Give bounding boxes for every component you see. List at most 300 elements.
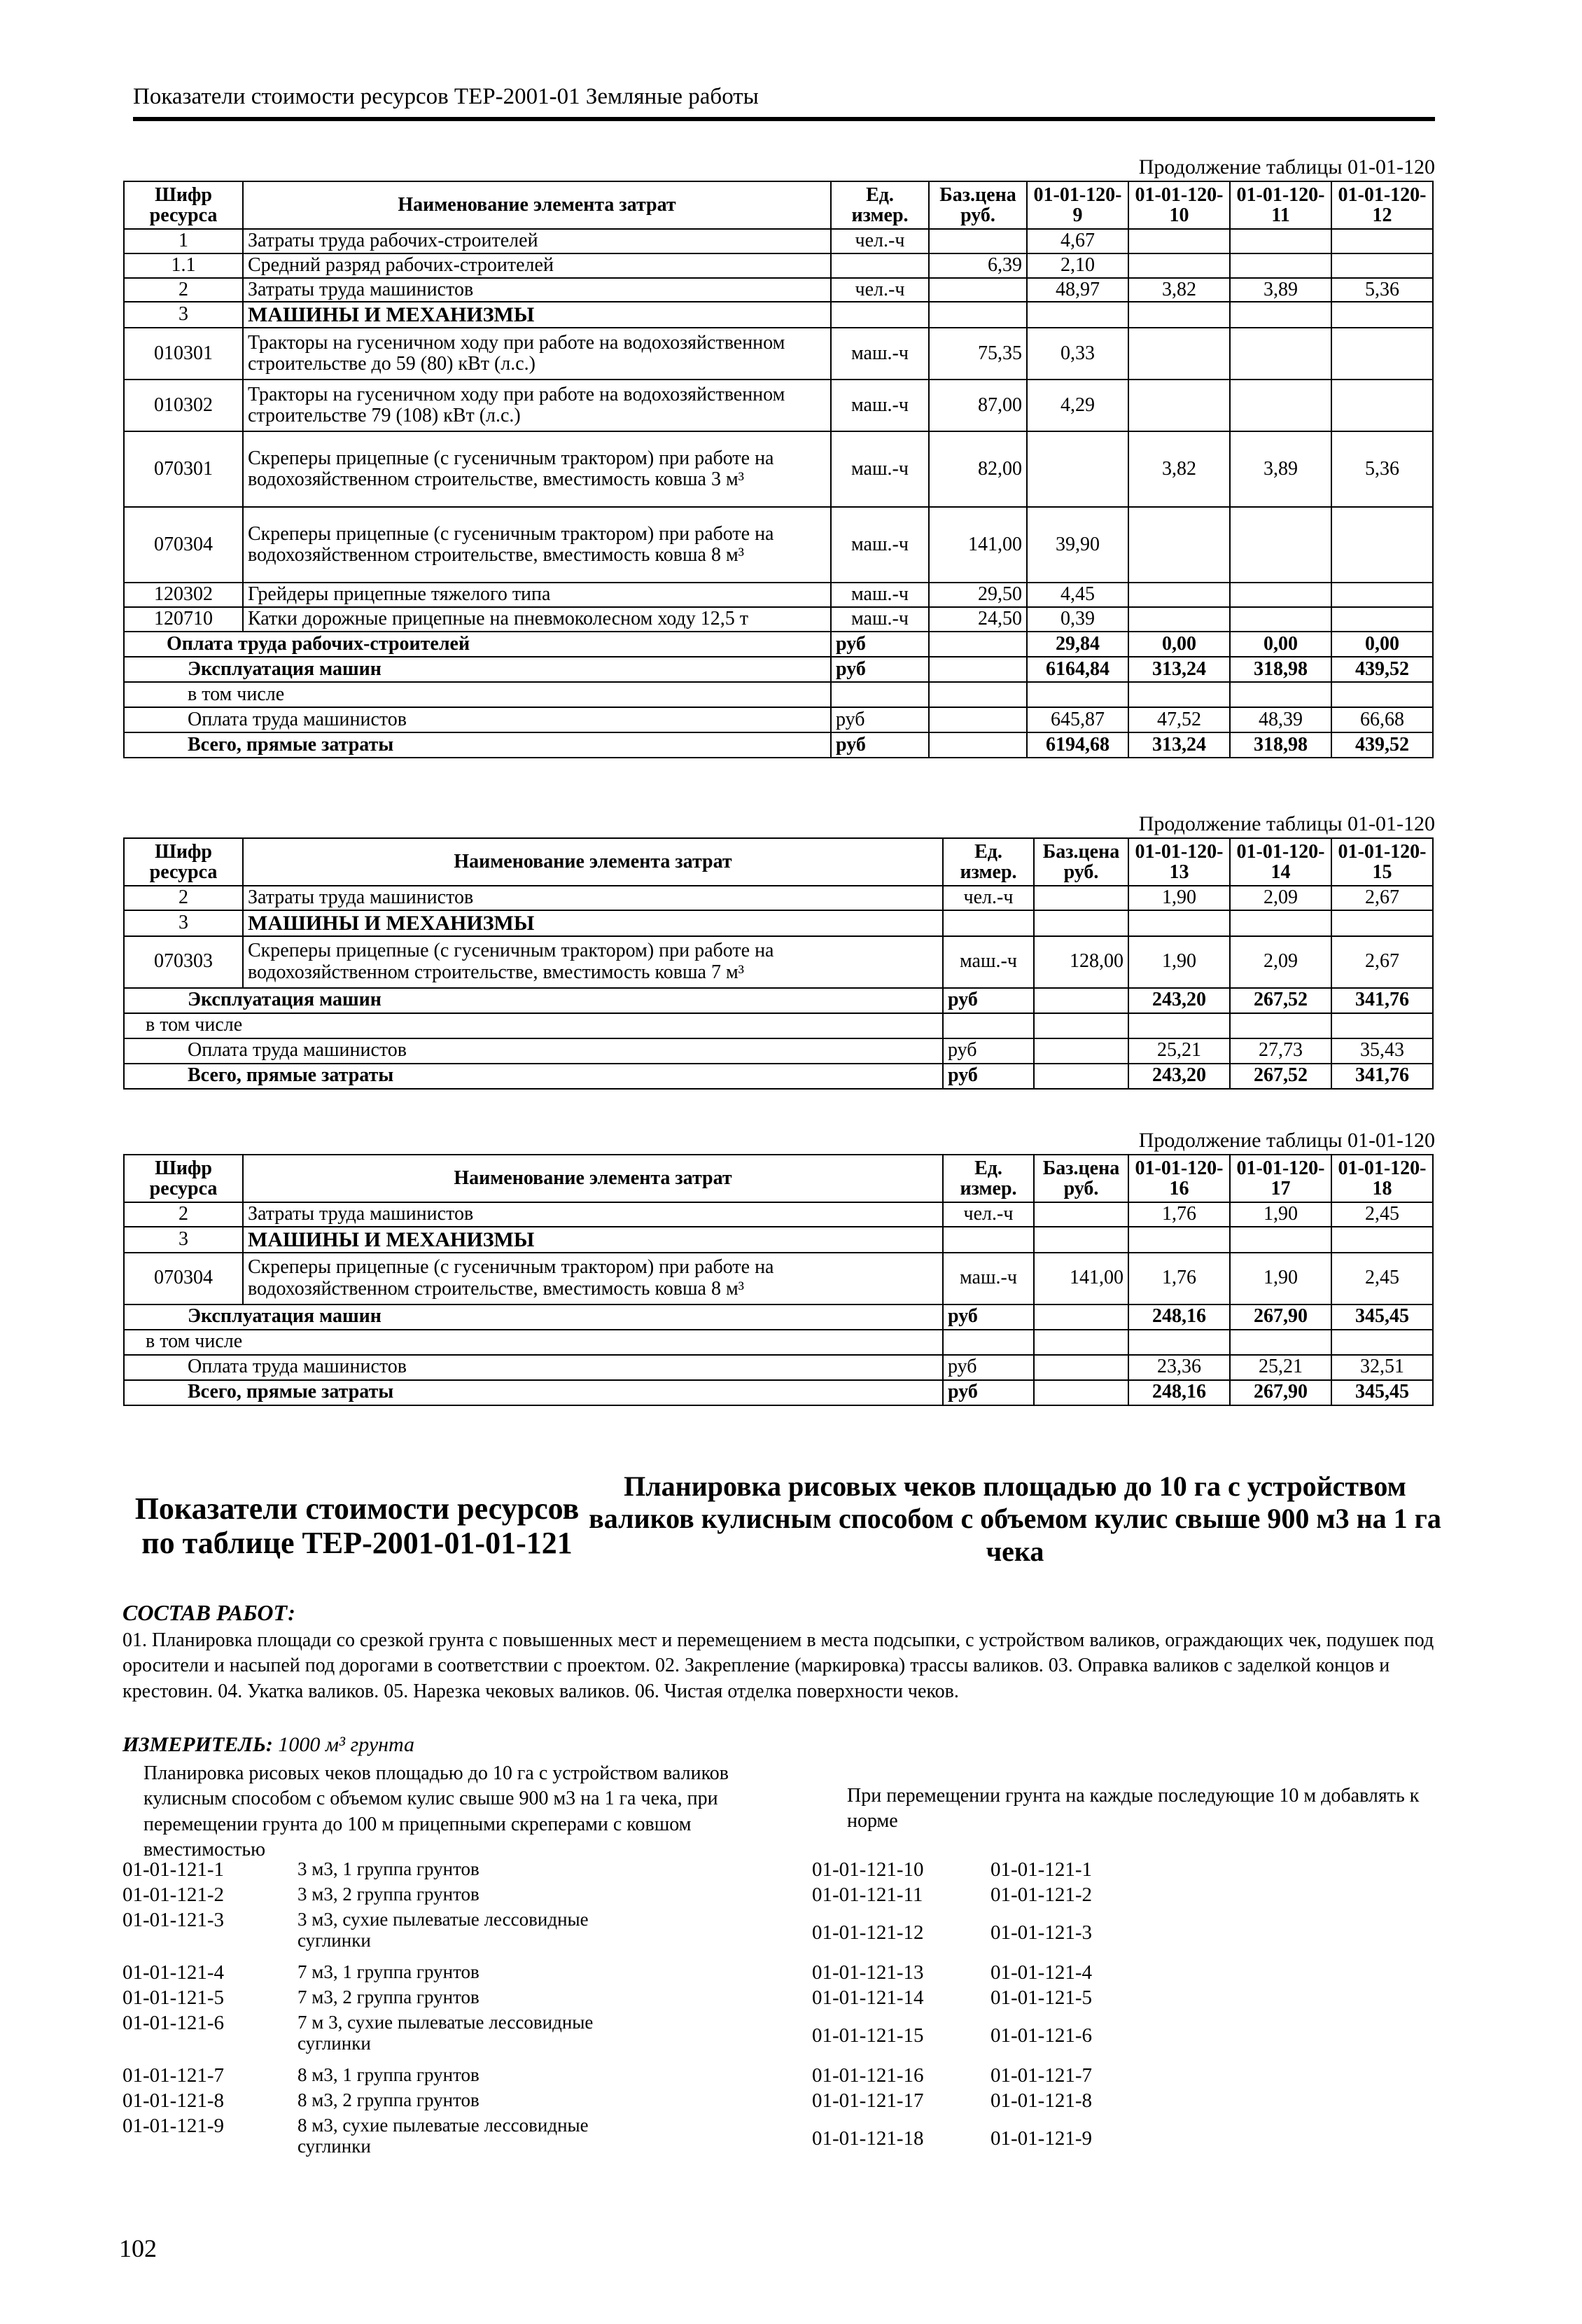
total-unit-cell: руб (831, 707, 929, 732)
name-cell: МАШИНЫ И МЕХАНИЗМЫ (243, 302, 831, 328)
code-cell: 1.1 (124, 253, 243, 278)
value-cell: 0,33 (1027, 328, 1128, 380)
norm-reference: 01-01-121-2 (990, 1884, 1092, 1906)
price-cell (929, 229, 1027, 253)
value-cell (1331, 910, 1433, 936)
unit-cell (831, 253, 929, 278)
total-value-cell: 6194,68 (1027, 732, 1128, 758)
norm-reference: 01-01-121-6 (990, 2024, 1092, 2047)
norm-code: 01-01-121-8 (122, 2089, 224, 2112)
value-cell (1331, 1227, 1433, 1253)
total-unit-cell: руб (831, 657, 929, 682)
value-cell (1230, 229, 1331, 253)
continuation-label: Продолжение таблицы 01-01-120 (1138, 155, 1435, 179)
unit-cell: маш.-ч (831, 583, 929, 607)
price-cell: 87,00 (929, 380, 1027, 431)
norm-code: 01-01-121-15 (812, 2024, 924, 2047)
total-name-cell: в том числе (124, 682, 831, 707)
norm-description: 3 м3, 2 группа грунтов (298, 1884, 479, 1905)
total-name-cell: Оплата труда машинистов (124, 1355, 943, 1380)
header-col: 01-01-120-9 (1027, 181, 1128, 229)
value-cell (1230, 302, 1331, 328)
total-name-cell: Оплата труда рабочих-строителей (124, 632, 831, 657)
measurement-label: ИЗМЕРИТЕЛЬ: (122, 1733, 273, 1756)
value-cell (1027, 302, 1128, 328)
description-left: Планировка рисовых чеков площадью до 10 га с устройством валиков кулисным способом с объемом кулис свыше 900 м3 на 1 га чека, при перемещении грунта до 100 м прицепными скреперами с ковшом вместимостью (144, 1762, 729, 1861)
value-cell: 2,67 (1331, 886, 1433, 910)
value-cell: 2,10 (1027, 253, 1128, 278)
norm-code: 01-01-121-14 (812, 1986, 924, 2009)
total-name-cell: Всего, прямые затраты (124, 732, 831, 758)
name-cell: Затраты труда рабочих-строителей (243, 229, 831, 253)
norm-description: 8 м3, 2 группа грунтов (298, 2089, 479, 2110)
table-body (124, 886, 1433, 1089)
name-cell: Затраты труда машинистов (243, 1202, 943, 1227)
name-cell: МАШИНЫ И МЕХАНИЗМЫ (243, 1227, 943, 1253)
header-code: Шифр ресурса (124, 181, 243, 229)
total-row (124, 1038, 1433, 1064)
total-value-cell: 345,45 (1331, 1304, 1433, 1330)
norm-description: 8 м3, сухие пылеватые лессовидные суглинки (298, 2115, 589, 2157)
unit-cell: маш.-ч (831, 607, 929, 632)
total-value-cell (1230, 1330, 1331, 1355)
value-cell (1128, 328, 1230, 380)
norm-code: 01-01-121-12 (812, 1921, 924, 1944)
table-row (124, 583, 1433, 607)
resource-table-2 (123, 837, 1434, 1090)
total-name-cell: в том числе (124, 1013, 943, 1038)
norm-code: 01-01-121-1 (122, 1858, 224, 1881)
table-row (124, 302, 1433, 328)
header-code: Шифр ресурса (124, 1155, 243, 1202)
total-unit-cell (943, 1013, 1034, 1038)
name-cell: Затраты труда машинистов (243, 278, 831, 302)
total-value-cell: 318,98 (1230, 657, 1331, 682)
page-number: 102 (119, 2234, 157, 2262)
norm-reference: 01-01-121-1 (990, 1858, 1092, 1881)
total-price-cell (929, 632, 1027, 657)
value-cell (1128, 253, 1230, 278)
unit-cell: маш.-ч (943, 936, 1034, 988)
total-value-cell: 267,52 (1230, 988, 1331, 1013)
value-cell (1128, 380, 1230, 431)
norm-code: 01-01-121-9 (122, 2115, 224, 2137)
total-price-cell (1034, 1330, 1128, 1355)
table-row (124, 1253, 1433, 1304)
value-cell (1128, 583, 1230, 607)
header-col: 01-01-120-18 (1331, 1155, 1433, 1202)
price-cell: 24,50 (929, 607, 1027, 632)
total-value-cell: 0,00 (1331, 632, 1433, 657)
header-unit: Ед. измер. (943, 1155, 1034, 1202)
table-row (124, 278, 1433, 302)
name-cell: Грейдеры прицепные тяжелого типа (243, 583, 831, 607)
total-name-cell: Эксплуатация машин (124, 657, 831, 682)
resource-table-3 (123, 1154, 1434, 1406)
header-unit: Ед. измер. (943, 838, 1034, 886)
value-cell: 3,89 (1230, 278, 1331, 302)
price-cell (1034, 910, 1128, 936)
header-col: 01-01-120-15 (1331, 838, 1433, 886)
header-price: Баз.цена руб. (1034, 838, 1128, 886)
value-cell (1331, 607, 1433, 632)
total-unit-cell (831, 682, 929, 707)
norm-description: 7 м3, 2 группа грунтов (298, 1986, 479, 2008)
price-cell: 128,00 (1034, 936, 1128, 988)
total-price-cell (929, 657, 1027, 682)
total-unit-cell: руб (943, 1038, 1034, 1064)
name-cell: Катки дорожные прицепные на пневмоколесном ходу 12,5 т (243, 607, 831, 632)
total-price-cell (929, 707, 1027, 732)
total-row (124, 1330, 1433, 1355)
code-cell: 070304 (124, 1253, 243, 1304)
total-unit-cell: руб (943, 1304, 1034, 1330)
norm-code: 01-01-121-16 (812, 2064, 924, 2087)
value-cell (1331, 507, 1433, 583)
value-cell: 3,82 (1128, 431, 1230, 507)
norm-code: 01-01-121-4 (122, 1961, 224, 1984)
total-row (124, 707, 1433, 732)
total-value-cell: 6164,84 (1027, 657, 1128, 682)
value-cell: 4,45 (1027, 583, 1128, 607)
total-value-cell: 32,51 (1331, 1355, 1433, 1380)
table-row (124, 607, 1433, 632)
name-cell: Скреперы прицепные (с гусеничным трактором) при работе на водохозяйственном строительстве, вместимость ковша 3 м³ (243, 431, 831, 507)
header-name: Наименование элемента затрат (243, 838, 943, 886)
total-value-cell: 267,90 (1230, 1380, 1331, 1405)
code-cell: 070301 (124, 431, 243, 507)
total-row (124, 657, 1433, 682)
name-cell: Тракторы на гусеничном ходу при работе на водохозяйственном строительстве до 59 (80) кВт (л.с.) (243, 328, 831, 380)
total-value-cell: 0,00 (1230, 632, 1331, 657)
unit-cell (943, 1227, 1034, 1253)
value-cell (1331, 229, 1433, 253)
value-cell: 39,90 (1027, 507, 1128, 583)
value-cell (1128, 910, 1230, 936)
total-value-cell: 318,98 (1230, 732, 1331, 758)
total-unit-cell: руб (943, 988, 1034, 1013)
total-name-cell: Эксплуатация машин (124, 988, 943, 1013)
value-cell: 1,90 (1230, 1253, 1331, 1304)
total-value-cell (1027, 682, 1128, 707)
norm-code: 01-01-121-5 (122, 1986, 224, 2009)
norm-reference: 01-01-121-5 (990, 1986, 1092, 2009)
name-cell: Тракторы на гусеничном ходу при работе на водохозяйственном строительстве 79 (108) кВт (л.с.) (243, 380, 831, 431)
total-price-cell (1034, 1013, 1128, 1038)
measurement-value: 1000 м³ грунта (278, 1733, 415, 1756)
value-cell: 5,36 (1331, 431, 1433, 507)
unit-cell (943, 910, 1034, 936)
total-value-cell: 345,45 (1331, 1380, 1433, 1405)
table-body (124, 1202, 1433, 1405)
code-cell: 070303 (124, 936, 243, 988)
value-cell: 3,82 (1128, 278, 1230, 302)
total-value-cell: 0,00 (1128, 632, 1230, 657)
resource-table-1 (123, 181, 1434, 758)
value-cell: 1,90 (1230, 1202, 1331, 1227)
value-cell: 2,45 (1331, 1202, 1433, 1227)
table-row (124, 1202, 1433, 1227)
norm-reference: 01-01-121-8 (990, 2089, 1092, 2112)
total-name-cell: Всего, прямые затраты (124, 1380, 943, 1405)
price-cell (1034, 1227, 1128, 1253)
total-name-cell: Оплата труда машинистов (124, 1038, 943, 1064)
value-cell (1128, 607, 1230, 632)
total-value-cell: 48,39 (1230, 707, 1331, 732)
work-composition-heading: СОСТАВ РАБОТ: (122, 1600, 295, 1625)
value-cell (1331, 328, 1433, 380)
total-unit-cell: руб (831, 732, 929, 758)
table-row (124, 910, 1433, 936)
header-col: 01-01-120-16 (1128, 1155, 1230, 1202)
total-value-cell (1331, 1330, 1433, 1355)
value-cell (1128, 1227, 1230, 1253)
norm-reference: 01-01-121-3 (990, 1921, 1092, 1944)
code-cell: 3 (124, 910, 243, 936)
value-cell: 2,09 (1230, 886, 1331, 910)
header-name: Наименование элемента затрат (243, 181, 831, 229)
table-row (124, 229, 1433, 253)
norm-description: 7 м 3, сухие пылеватые лессовидные суглинки (298, 2012, 594, 2054)
measurement-unit (122, 1733, 414, 1757)
total-price-cell (1034, 1038, 1128, 1064)
total-row (124, 1064, 1433, 1089)
total-row (124, 732, 1433, 758)
table-row (124, 328, 1433, 380)
value-cell: 2,45 (1331, 1253, 1433, 1304)
total-value-cell (1128, 1013, 1230, 1038)
total-value-cell (1128, 1330, 1230, 1355)
code-cell: 2 (124, 278, 243, 302)
norm-code: 01-01-121-3 (122, 1909, 224, 1931)
value-cell (1230, 328, 1331, 380)
total-value-cell: 243,20 (1128, 988, 1230, 1013)
section-title-right: Планировка рисовых чеков площадью до 10 га с устройством валиков кулисным способом с объемом кулис свыше 900 м3 на 1 га чека (589, 1470, 1441, 1567)
total-value-cell: 29,84 (1027, 632, 1128, 657)
norm-reference: 01-01-121-4 (990, 1961, 1092, 1984)
continuation-label: Продолжение таблицы 01-01-120 (1138, 812, 1435, 835)
unit-cell: маш.-ч (943, 1253, 1034, 1304)
norm-description: 3 м3, 1 группа грунтов (298, 1858, 479, 1879)
value-cell (1027, 431, 1128, 507)
code-cell: 070304 (124, 507, 243, 583)
value-cell: 1,76 (1128, 1253, 1230, 1304)
continuation-label: Продолжение таблицы 01-01-120 (1138, 1129, 1435, 1152)
total-row (124, 988, 1433, 1013)
name-cell: Скреперы прицепные (с гусеничным трактором) при работе на водохозяйственном строительстве, вместимость ковша 7 м³ (243, 936, 943, 988)
total-name-cell: Всего, прямые затраты (124, 1064, 943, 1089)
total-value-cell: 248,16 (1128, 1380, 1230, 1405)
value-cell (1230, 583, 1331, 607)
total-value-cell: 25,21 (1128, 1038, 1230, 1064)
total-name-cell: в том числе (124, 1330, 943, 1355)
norm-code: 01-01-121-11 (812, 1884, 923, 1906)
total-value-cell (1128, 682, 1230, 707)
total-unit-cell (943, 1330, 1034, 1355)
price-cell: 141,00 (929, 507, 1027, 583)
total-unit-cell: руб (943, 1355, 1034, 1380)
total-value-cell: 341,76 (1331, 1064, 1433, 1089)
price-cell: 75,35 (929, 328, 1027, 380)
table-body (124, 229, 1433, 758)
value-cell: 1,90 (1128, 936, 1230, 988)
norm-code: 01-01-121-7 (122, 2064, 224, 2087)
header-code: Шифр ресурса (124, 838, 243, 886)
value-cell (1331, 302, 1433, 328)
total-value-cell: 47,52 (1128, 707, 1230, 732)
total-value-cell (1230, 682, 1331, 707)
norm-description: 3 м3, сухие пылеватые лессовидные суглинки (298, 1909, 589, 1951)
code-cell: 3 (124, 1227, 243, 1253)
header-col: 01-01-120-12 (1331, 181, 1433, 229)
total-value-cell: 27,73 (1230, 1038, 1331, 1064)
total-value-cell: 243,20 (1128, 1064, 1230, 1089)
value-cell (1230, 607, 1331, 632)
value-cell (1331, 583, 1433, 607)
total-row (124, 1013, 1433, 1038)
norm-code: 01-01-121-6 (122, 2012, 224, 2034)
value-cell: 0,39 (1027, 607, 1128, 632)
code-cell: 2 (124, 1202, 243, 1227)
value-cell: 48,97 (1027, 278, 1128, 302)
table-row (124, 936, 1433, 988)
value-cell (1230, 253, 1331, 278)
code-cell: 120710 (124, 607, 243, 632)
code-cell: 010301 (124, 328, 243, 380)
page-header: Показатели стоимости ресурсов ТЕР-2001-01 Земляные работы (133, 84, 1435, 121)
table-row (124, 431, 1433, 507)
total-value-cell: 645,87 (1027, 707, 1128, 732)
price-cell: 29,50 (929, 583, 1027, 607)
norm-reference: 01-01-121-9 (990, 2127, 1092, 2150)
unit-cell: маш.-ч (831, 380, 929, 431)
norm-code: 01-01-121-18 (812, 2127, 924, 2150)
value-cell: 3,89 (1230, 431, 1331, 507)
price-cell (929, 302, 1027, 328)
total-row (124, 1355, 1433, 1380)
unit-cell: маш.-ч (831, 507, 929, 583)
table-row (124, 380, 1433, 431)
total-name-cell: Оплата труда машинистов (124, 707, 831, 732)
header-price: Баз.цена руб. (929, 181, 1027, 229)
total-row (124, 1304, 1433, 1330)
name-cell: Скреперы прицепные (с гусеничным трактором) при работе на водохозяйственном строительстве, вместимость ковша 8 м³ (243, 1253, 943, 1304)
value-cell: 4,67 (1027, 229, 1128, 253)
value-cell: 2,09 (1230, 936, 1331, 988)
total-value-cell: 267,90 (1230, 1304, 1331, 1330)
price-cell: 141,00 (1034, 1253, 1128, 1304)
price-cell: 82,00 (929, 431, 1027, 507)
code-cell: 010302 (124, 380, 243, 431)
table-row (124, 253, 1433, 278)
total-price-cell (929, 682, 1027, 707)
name-cell: Средний разряд рабочих-строителей (243, 253, 831, 278)
value-cell (1331, 380, 1433, 431)
value-cell (1128, 302, 1230, 328)
work-composition-text: 01. Планировка площади со срезкой грунта с повышенных мест и перемещением в места подсыпки, с устройством валиков, ограждающих чек, подушек под оросители и насыпей под дорогами в соответствии с проектом. 02. Закрепление (маркировка) трассы валиков. 03. Оправка валиков с заделкой концов и крестовин. 04. Укатка валиков. 05. Нарезка чековых валиков. 06. Чистая отделка поверхности чеков. (122, 1629, 1434, 1702)
norm-code: 01-01-121-13 (812, 1961, 924, 1984)
total-value-cell: 313,24 (1128, 657, 1230, 682)
norm-description: 7 м3, 1 группа грунтов (298, 1961, 479, 1982)
table-row (124, 507, 1433, 583)
total-unit-cell: руб (943, 1380, 1034, 1405)
unit-cell: чел.-ч (831, 229, 929, 253)
value-cell (1230, 910, 1331, 936)
code-cell: 2 (124, 886, 243, 910)
total-value-cell (1331, 682, 1433, 707)
total-value-cell: 35,43 (1331, 1038, 1433, 1064)
total-value-cell: 439,52 (1331, 657, 1433, 682)
description-right: При перемещении грунта на каждые последующие 10 м добавлять к норме (847, 1785, 1420, 1832)
norm-code: 01-01-121-2 (122, 1884, 224, 1906)
header-name: Наименование элемента затрат (243, 1155, 943, 1202)
header-col: 01-01-120-13 (1128, 838, 1230, 886)
name-cell: Скреперы прицепные (с гусеничным трактором) при работе на водохозяйственном строительстве, вместимость ковша 8 м³ (243, 507, 831, 583)
total-value-cell: 248,16 (1128, 1304, 1230, 1330)
name-cell: Затраты труда машинистов (243, 886, 943, 910)
total-row (124, 632, 1433, 657)
total-price-cell (929, 732, 1027, 758)
unit-cell: маш.-ч (831, 328, 929, 380)
value-cell (1230, 507, 1331, 583)
total-value-cell: 341,76 (1331, 988, 1433, 1013)
value-cell (1331, 253, 1433, 278)
total-price-cell (1034, 1304, 1128, 1330)
unit-cell: чел.-ч (831, 278, 929, 302)
code-cell: 120302 (124, 583, 243, 607)
header-price: Баз.цена руб. (1034, 1155, 1128, 1202)
header-col: 01-01-120-11 (1230, 181, 1331, 229)
total-value-cell: 313,24 (1128, 732, 1230, 758)
value-cell: 1,90 (1128, 886, 1230, 910)
total-name-cell: Эксплуатация машин (124, 1304, 943, 1330)
value-cell: 2,67 (1331, 936, 1433, 988)
name-cell: МАШИНЫ И МЕХАНИЗМЫ (243, 910, 943, 936)
section-title-left: Показатели стоимости ресурсов по таблице ТЕР-2001-01-01-121 (134, 1491, 580, 1561)
price-cell (1034, 886, 1128, 910)
norm-code: 01-01-121-17 (812, 2089, 924, 2112)
header-col: 01-01-120-10 (1128, 181, 1230, 229)
code-cell: 1 (124, 229, 243, 253)
value-cell (1230, 380, 1331, 431)
total-price-cell (1034, 1380, 1128, 1405)
total-row (124, 682, 1433, 707)
value-cell (1230, 1227, 1331, 1253)
header-col: 01-01-120-17 (1230, 1155, 1331, 1202)
value-cell: 4,29 (1027, 380, 1128, 431)
norm-code: 01-01-121-10 (812, 1858, 924, 1881)
code-cell: 3 (124, 302, 243, 328)
price-cell (1034, 1202, 1128, 1227)
total-row (124, 1380, 1433, 1405)
norm-description: 8 м3, 1 группа грунтов (298, 2064, 479, 2085)
price-cell: 6,39 (929, 253, 1027, 278)
unit-cell (831, 302, 929, 328)
unit-cell: чел.-ч (943, 886, 1034, 910)
table-row (124, 886, 1433, 910)
value-cell (1128, 507, 1230, 583)
unit-cell: чел.-ч (943, 1202, 1034, 1227)
value-cell: 1,76 (1128, 1202, 1230, 1227)
header-unit: Ед. измер. (831, 181, 929, 229)
value-cell: 5,36 (1331, 278, 1433, 302)
total-value-cell (1331, 1013, 1433, 1038)
unit-cell: маш.-ч (831, 431, 929, 507)
total-price-cell (1034, 988, 1128, 1013)
total-price-cell (1034, 1064, 1128, 1089)
total-unit-cell: руб (831, 632, 929, 657)
total-value-cell: 23,36 (1128, 1355, 1230, 1380)
